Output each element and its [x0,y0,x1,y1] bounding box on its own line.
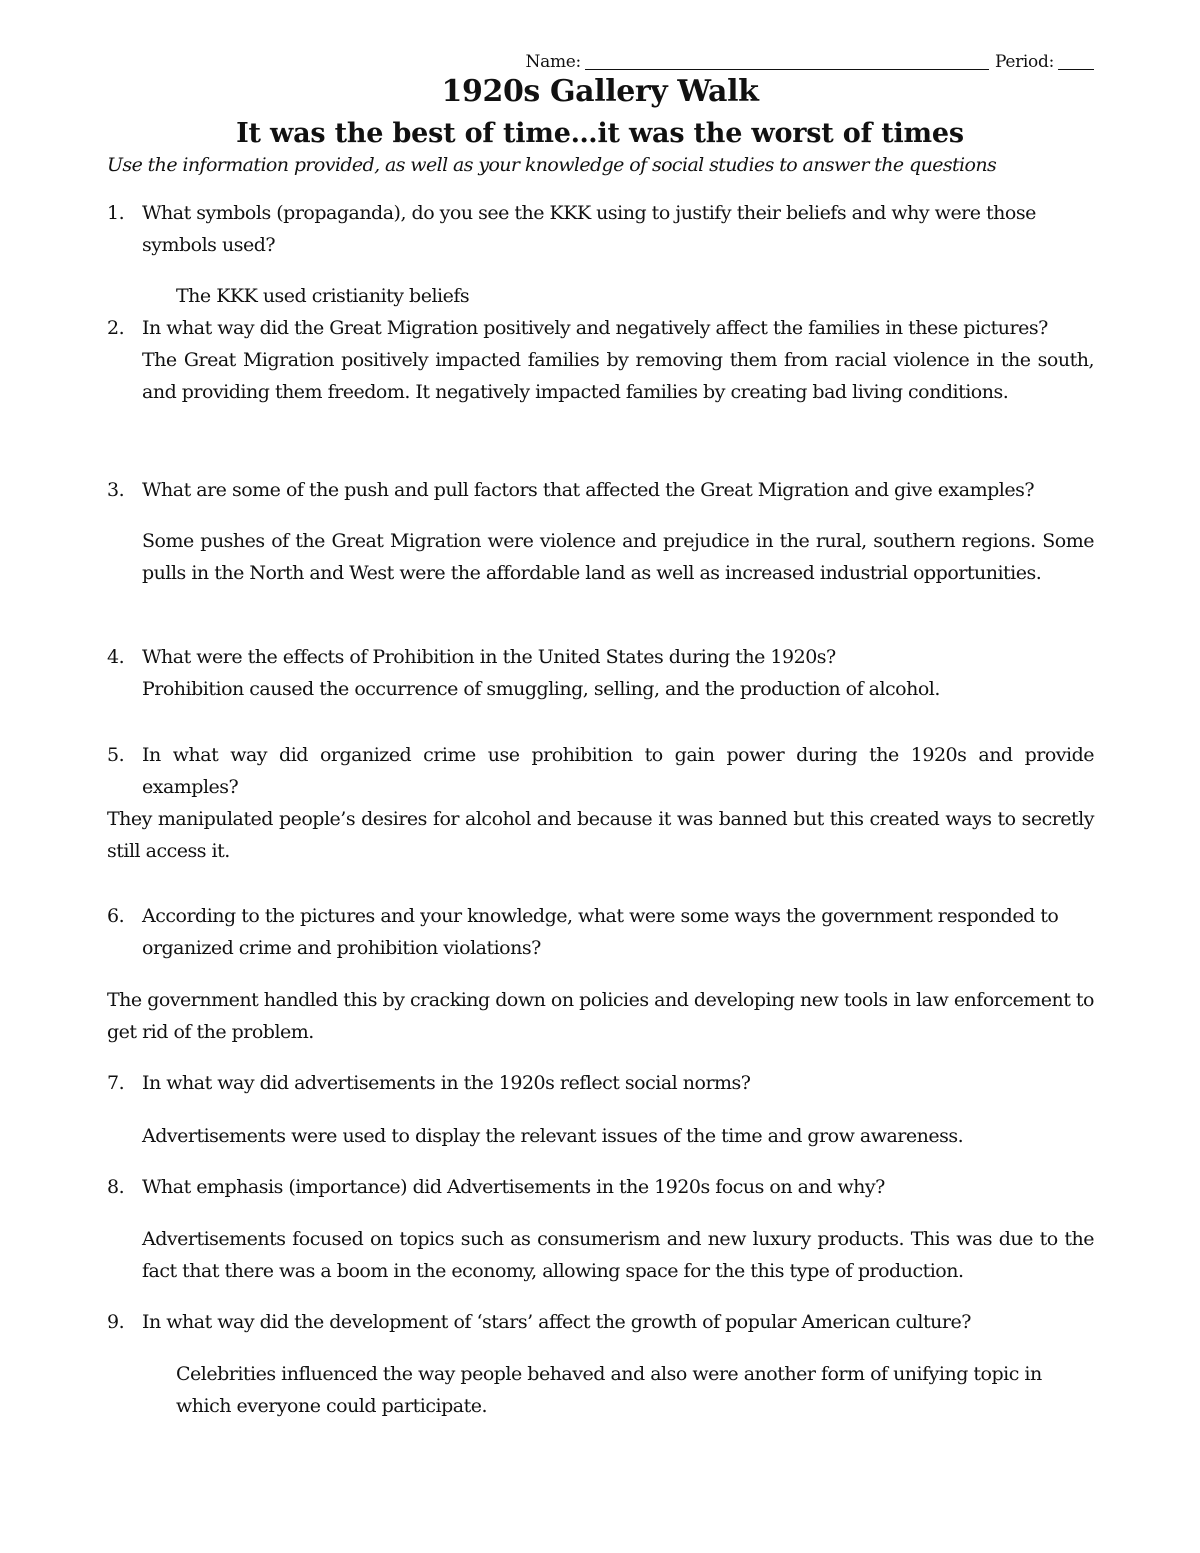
question-2 [107,312,1094,344]
question-6 [107,900,1094,964]
question-text: What symbols (propaganda), do you see the KKK using to justify their beliefs and why were those symbols used? [142,202,1036,256]
question-text: In what way did organized crime use prohibition to gain power during the 1920s and provide examples? [142,744,1094,798]
answer-5: They manipulated people’s desires for alcohol and because it was banned but this created ways to secretly still access it. [107,808,1094,862]
answer-2: The Great Migration positively impacted families by removing them from racial violence in the south, and providing them freedom. It negatively impacted families by creating bad living conditions. [142,349,1094,403]
answer-3: Some pushes of the Great Migration were violence and prejudice in the rural, southern regions. Some pulls in the North and West were the affordable land as well as increased industrial opportunities. [142,530,1094,584]
header-line [400,44,1094,72]
instructions: Use the information provided, as well as your knowledge of social studies to answer the questions [107,154,997,176]
question-9 [107,1306,1094,1338]
question-number: 7. [107,1072,125,1094]
question-number: 3. [107,479,125,501]
answer-9: Celebrities influenced the way people behaved and also were another form of unifying topic in which everyone could participate. [176,1363,1042,1417]
question-text: In what way did the development of ‘stars’ affect the growth of popular American culture? [142,1311,971,1333]
question-number: 8. [107,1176,125,1198]
answer-7: Advertisements were used to display the relevant issues of the time and grow awareness. [142,1125,964,1147]
question-3 [107,474,1094,506]
question-text: What are some of the push and pull factors that affected the Great Migration and give examples? [142,479,1035,501]
question-number: 6. [107,905,125,927]
question-5 [107,739,1094,803]
question-text: According to the pictures and your knowledge, what were some ways the government responded to organized crime and prohibition violations? [142,905,1059,959]
page-subtitle: It was the best of time…it was the worst of times [236,118,964,149]
question-number: 2. [107,317,125,339]
name-label: Name: [525,52,581,72]
question-number: 1. [107,202,125,224]
question-4 [107,641,1094,673]
page-title: 1920s Gallery Walk [441,74,759,109]
answer-6: The government handled this by cracking down on policies and developing new tools in law enforcement to get rid of the problem. [107,989,1094,1043]
question-text: In what way did the Great Migration positively and negatively affect the families in these pictures? [142,317,1048,339]
question-1 [107,197,1094,261]
period-label: Period: [994,52,1054,72]
answer-1: The KKK used cristianity beliefs [176,285,470,307]
answer-4: Prohibition caused the occurrence of smuggling, selling, and the production of alcohol. [142,678,940,700]
question-number: 4. [107,646,125,668]
question-7 [107,1067,1094,1099]
question-number: 9. [107,1311,125,1333]
question-8 [107,1171,1094,1203]
answer-8: Advertisements focused on topics such as consumerism and new luxury products. This was due to the fact that there was a boom in the economy, allowing space for the this type of production. [142,1228,1094,1282]
question-number: 5. [107,744,125,766]
name-blank-line [585,51,989,70]
question-text: What were the effects of Prohibition in the United States during the 1920s? [142,646,836,668]
question-text: What emphasis (importance) did Advertisements in the 1920s focus on and why? [142,1176,885,1198]
period-blank-line [1058,51,1094,70]
question-text: In what way did advertisements in the 1920s reflect social norms? [142,1072,751,1094]
